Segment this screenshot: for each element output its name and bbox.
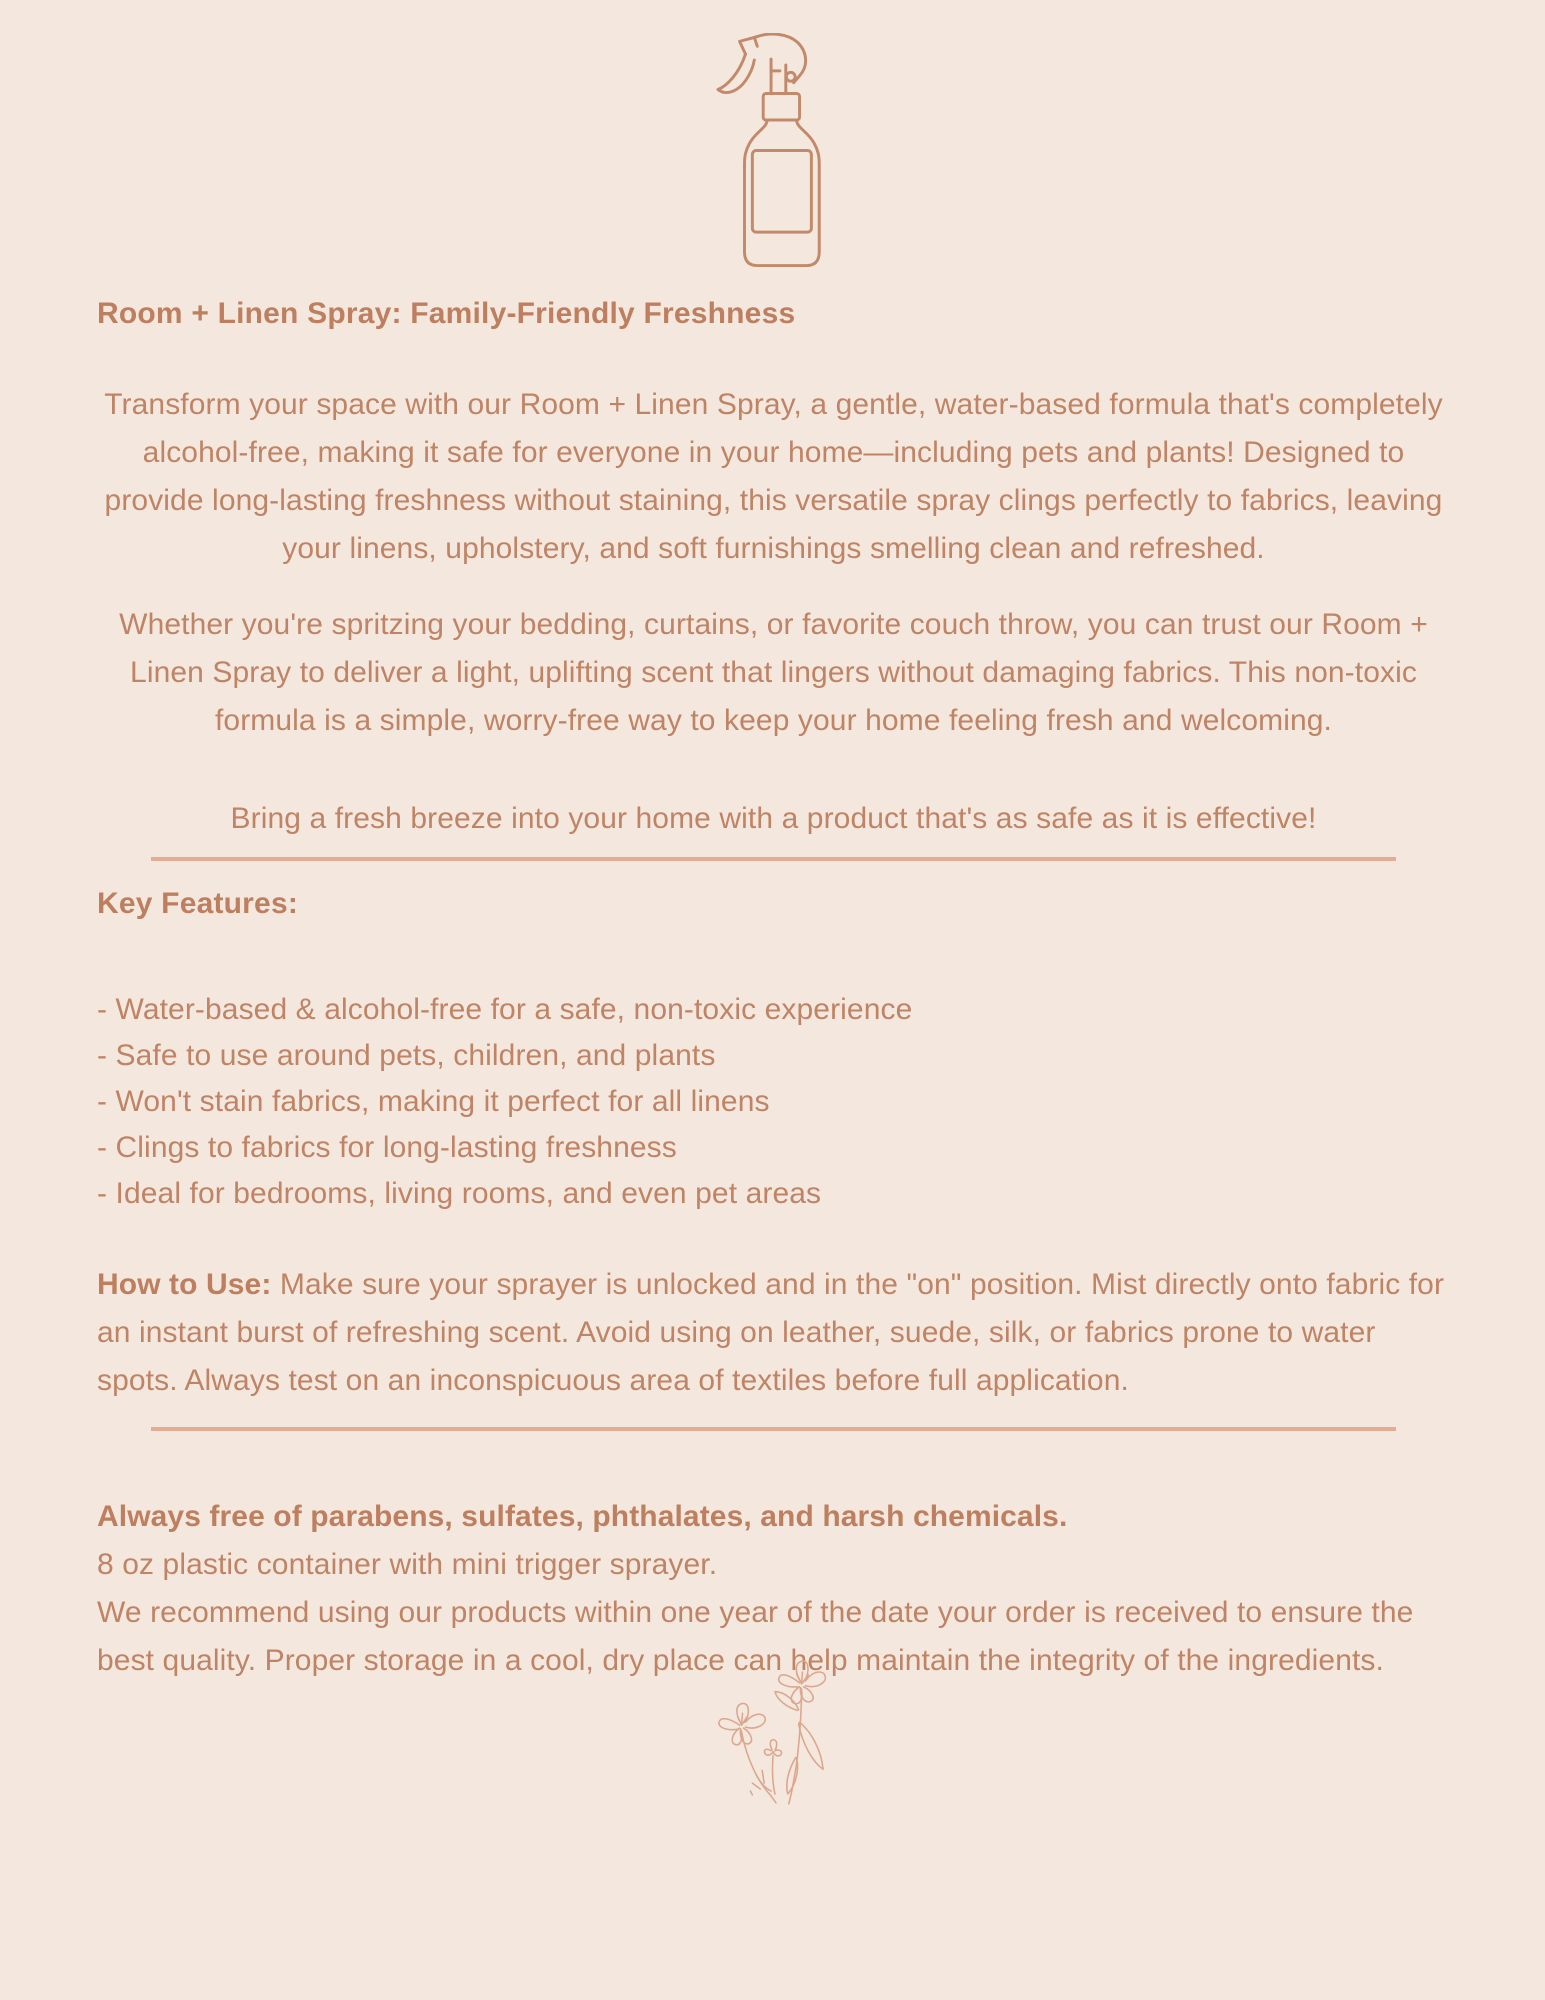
tagline: Bring a fresh breeze into your home with a product that's as safe as it is effective! xyxy=(230,802,1317,835)
how-to-use-paragraph xyxy=(97,1261,1450,1405)
feature-item: - Ideal for bedrooms, living rooms, and even pet areas xyxy=(97,1177,822,1210)
how-to-use-label: How to Use: xyxy=(97,1268,272,1301)
header-illustration xyxy=(97,33,1450,270)
container-detail: 8 oz plastic container with mini trigger sprayer. xyxy=(97,1548,718,1581)
free-of-statement: Always free of parabens, sulfates, phthalates, and harsh chemicals. xyxy=(97,1500,1068,1533)
product-details-block xyxy=(97,1493,1450,1685)
intro-paragraph-2: Whether you're spritzing your bedding, curtains, or favorite couch throw, you can trust our Room + Linen Spray to deliver a light, uplifting scent that lingers without damaging fabrics. This non-toxic formula is a simple, worry-free way to keep your home feeling fresh and welcoming. xyxy=(119,608,1428,737)
key-features-heading: Key Features: xyxy=(97,887,299,920)
feature-item: - Won't stain fabrics, making it perfect for all linens xyxy=(97,1085,770,1118)
intro-paragraph-1: Transform your space with our Room + Linen Spray, a gentle, water-based formula that's completely alcohol-free, making it safe for everyone in your home—including pets and plants! Designed to provide long-lasting freshness without staining, this versatile spray clings perfectly to fabrics, leaving your linens, upholstery, and soft furnishings smelling clean and refreshed. xyxy=(104,388,1443,565)
shelf-life-detail: We recommend using our products within one year of the date your order is received to ensure the best quality. Proper storage in a cool, dry place can help maintain the integrity of the ingredients. xyxy=(97,1596,1414,1677)
section-divider xyxy=(151,1427,1396,1431)
section-divider xyxy=(151,857,1396,861)
feature-item: - Water-based & alcohol-free for a safe, non-toxic experience xyxy=(97,993,913,1026)
key-features-list xyxy=(97,987,1450,1217)
page-title: Room + Linen Spray: Family-Friendly Freshness xyxy=(97,297,796,330)
spray-bottle-icon xyxy=(715,33,833,270)
feature-item: - Clings to fabrics for long-lasting freshness xyxy=(97,1131,677,1164)
how-to-use-text: Make sure your sprayer is unlocked and in the "on" position. Mist directly onto fabric for an instant burst of refreshing scent. Avoid using on leather, suede, silk, or fabrics prone to water spots. Always test on an inconspicuous area of textiles before full application. xyxy=(97,1268,1445,1397)
feature-item: - Safe to use around pets, children, and plants xyxy=(97,1039,716,1072)
